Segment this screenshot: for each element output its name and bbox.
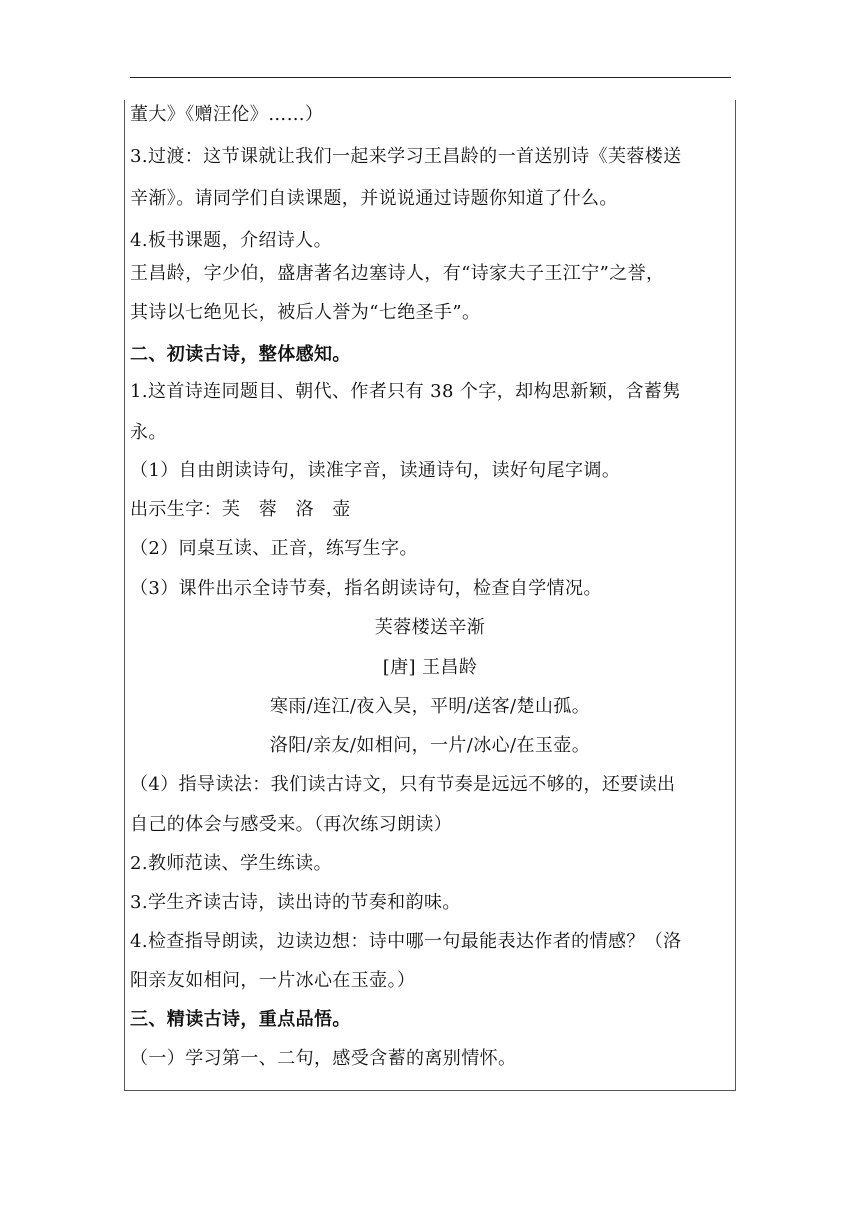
section-heading: 二、初读古诗，整体感知。 (130, 344, 351, 365)
text-line: （3）课件出示全诗节奏，指名朗读诗句，检查自学情况。 (130, 578, 602, 599)
poem-line: 芙蓉楼送辛渐 (374, 617, 486, 638)
text-line: 3.过渡：这节课就让我们一起来学习王昌龄的一首送别诗《芙蓉楼送 (130, 146, 682, 167)
text-line: 4.检查指导朗读，边读边想：诗中哪一句最能表达作者的情感？（洛 (130, 931, 682, 952)
header-rule (130, 77, 731, 78)
section-heading: 三、精读古诗，重点品悟。 (130, 1009, 351, 1030)
text-line: 王昌龄，字少伯，盛唐著名边塞诗人，有“诗家夫子王江宁”之誉， (130, 263, 665, 284)
text-line: 3.学生齐读古诗，读出诗的节奏和韵味。 (130, 892, 461, 913)
text-line: 董大》《赠汪伦》……） (130, 104, 324, 125)
text-line: （一）学习第一、二句，感受含蓄的离别情怀。 (130, 1048, 517, 1069)
poem-line: [唐] 王昌龄 (382, 657, 478, 678)
text-line: 永。 (130, 422, 167, 443)
text-line: 4.板书课题，介绍诗人。 (130, 230, 332, 251)
text-line: （1）自由朗读诗句，读准字音，读通诗句，读好句尾字调。 (130, 460, 621, 481)
text-line: 自己的体会与感受来。（再次练习朗读） (130, 814, 453, 835)
text-line: 出示生字：芙 蓉 洛 壶 (130, 499, 351, 520)
text-line: （4）指导读法：我们读古诗文，只有节奏是远远不够的，还要读出 (130, 774, 676, 795)
text-line: 其诗以七绝见长，被后人誉为“七绝圣手”。 (130, 302, 481, 323)
poem-line: 寒雨/连江/夜入吴，平明/送客/楚山孤。 (269, 696, 591, 717)
text-line: 辛渐》。请同学们自读课题，并说说通过诗题你知道了什么。 (130, 188, 618, 209)
text-line: 阳亲友如相问，一片冰心在玉壶。） (130, 970, 416, 991)
text-line: （2）同桌互读、正音，练写生字。 (130, 538, 418, 559)
poem-line: 洛阳/亲友/如相问，一片/冰心/在玉壶。 (269, 735, 591, 756)
text-line: 1.这首诗连同题目、朝代、作者只有 38 个字，却构思新颖，含蓄隽 (130, 381, 681, 402)
text-line: 2.教师范读、学生练读。 (130, 853, 332, 874)
